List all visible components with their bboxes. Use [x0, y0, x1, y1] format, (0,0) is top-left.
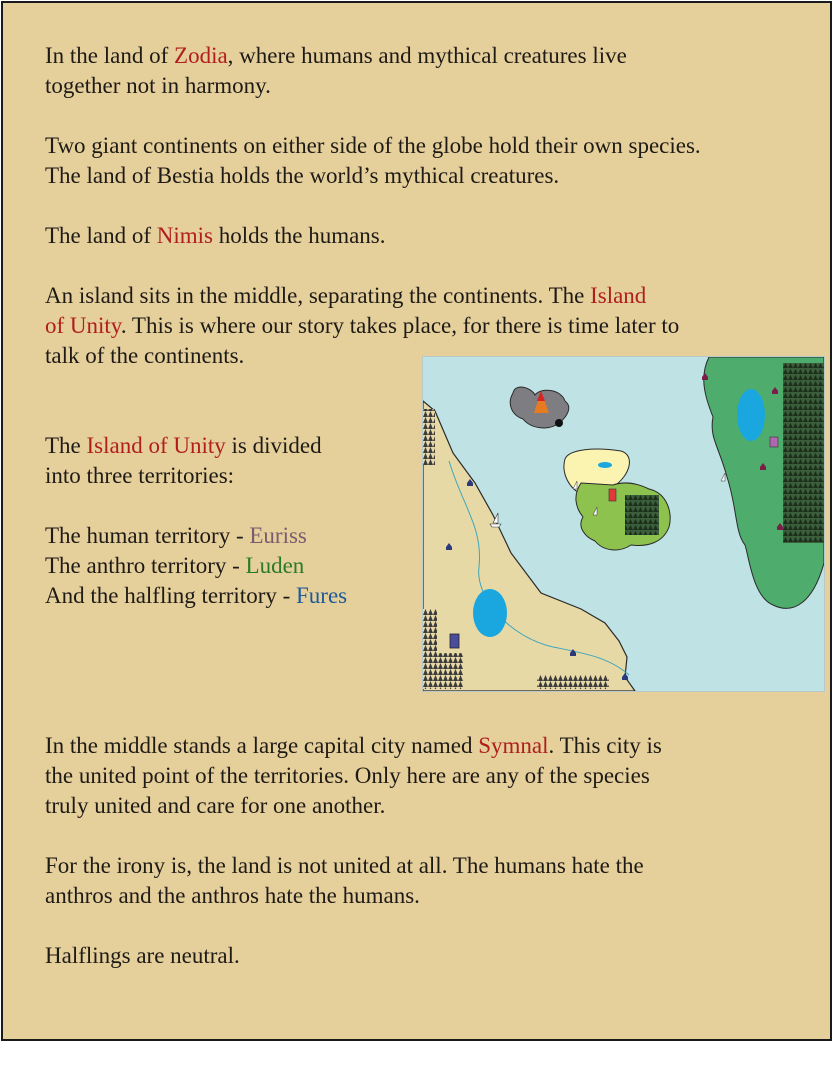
symnal-castle-icon	[609, 489, 616, 501]
name-zodia: Zodia	[174, 43, 228, 68]
paragraph-symnal	[45, 731, 662, 821]
paragraph-territories-intro	[45, 431, 322, 491]
paragraph-continents	[45, 131, 701, 191]
castle-icon	[450, 634, 459, 648]
territory-fures: Fures	[296, 583, 348, 608]
text: . This is where our story takes place, for there is time later to	[120, 313, 680, 338]
text: For the irony is, the land is not united at all. The humans hate the	[45, 853, 644, 878]
text: . This city is	[548, 733, 662, 758]
name-island: of Unity	[45, 313, 121, 338]
name-island-of-unity: Island of Unity	[86, 433, 226, 458]
forest-icon	[783, 363, 824, 543]
text: Two giant continents on either side of the globe hold their own species.	[45, 133, 701, 158]
name-island: Island	[590, 283, 647, 308]
text: into three territories:	[45, 463, 235, 488]
text: The human territory -	[45, 523, 250, 548]
text: The	[45, 433, 87, 458]
text: An island sits in the middle, separating the continents. The	[45, 283, 591, 308]
text: the united point of the territories. Only here are any of the species	[45, 763, 650, 788]
forest-icon	[423, 609, 437, 689]
text: In the middle stands a large capital city named	[45, 733, 479, 758]
forest-icon	[537, 675, 609, 689]
lake-icon	[598, 462, 612, 468]
forest-icon	[625, 495, 659, 535]
territory-list	[45, 521, 347, 611]
castle-icon	[770, 437, 778, 447]
island-map	[422, 356, 825, 692]
cave-icon	[555, 419, 563, 427]
paragraph-nimis	[45, 221, 386, 251]
forest-icon	[423, 409, 435, 465]
lake-icon	[737, 389, 765, 441]
forest-icon	[437, 653, 463, 689]
story-panel	[1, 1, 832, 1041]
name-symnal: Symnal	[478, 733, 549, 758]
name-nimis: Nimis	[156, 223, 213, 248]
text: talk of the continents.	[45, 343, 245, 368]
paragraph-halflings	[45, 941, 240, 971]
territory-luden: Luden	[245, 553, 305, 578]
text: The land of Bestia holds the world’s mythical creatures.	[45, 163, 560, 188]
text: , where humans and mythical creatures live	[227, 43, 627, 68]
text: truly united and care for one another.	[45, 793, 386, 818]
text: holds the humans.	[213, 223, 386, 248]
text: The anthro territory -	[45, 553, 246, 578]
text: The land of	[45, 223, 157, 248]
text: anthros and the anthros hate the humans.	[45, 883, 420, 908]
text: is divided	[225, 433, 322, 458]
paragraph-zodia	[45, 41, 627, 101]
text: together not in harmony.	[45, 73, 271, 98]
paragraph-irony	[45, 851, 644, 911]
text: Halflings are neutral.	[45, 943, 240, 968]
territory-euriss: Euriss	[249, 523, 307, 548]
text: In the land of	[45, 43, 175, 68]
text: And the halfling territory -	[45, 583, 297, 608]
lake-icon	[473, 589, 507, 637]
